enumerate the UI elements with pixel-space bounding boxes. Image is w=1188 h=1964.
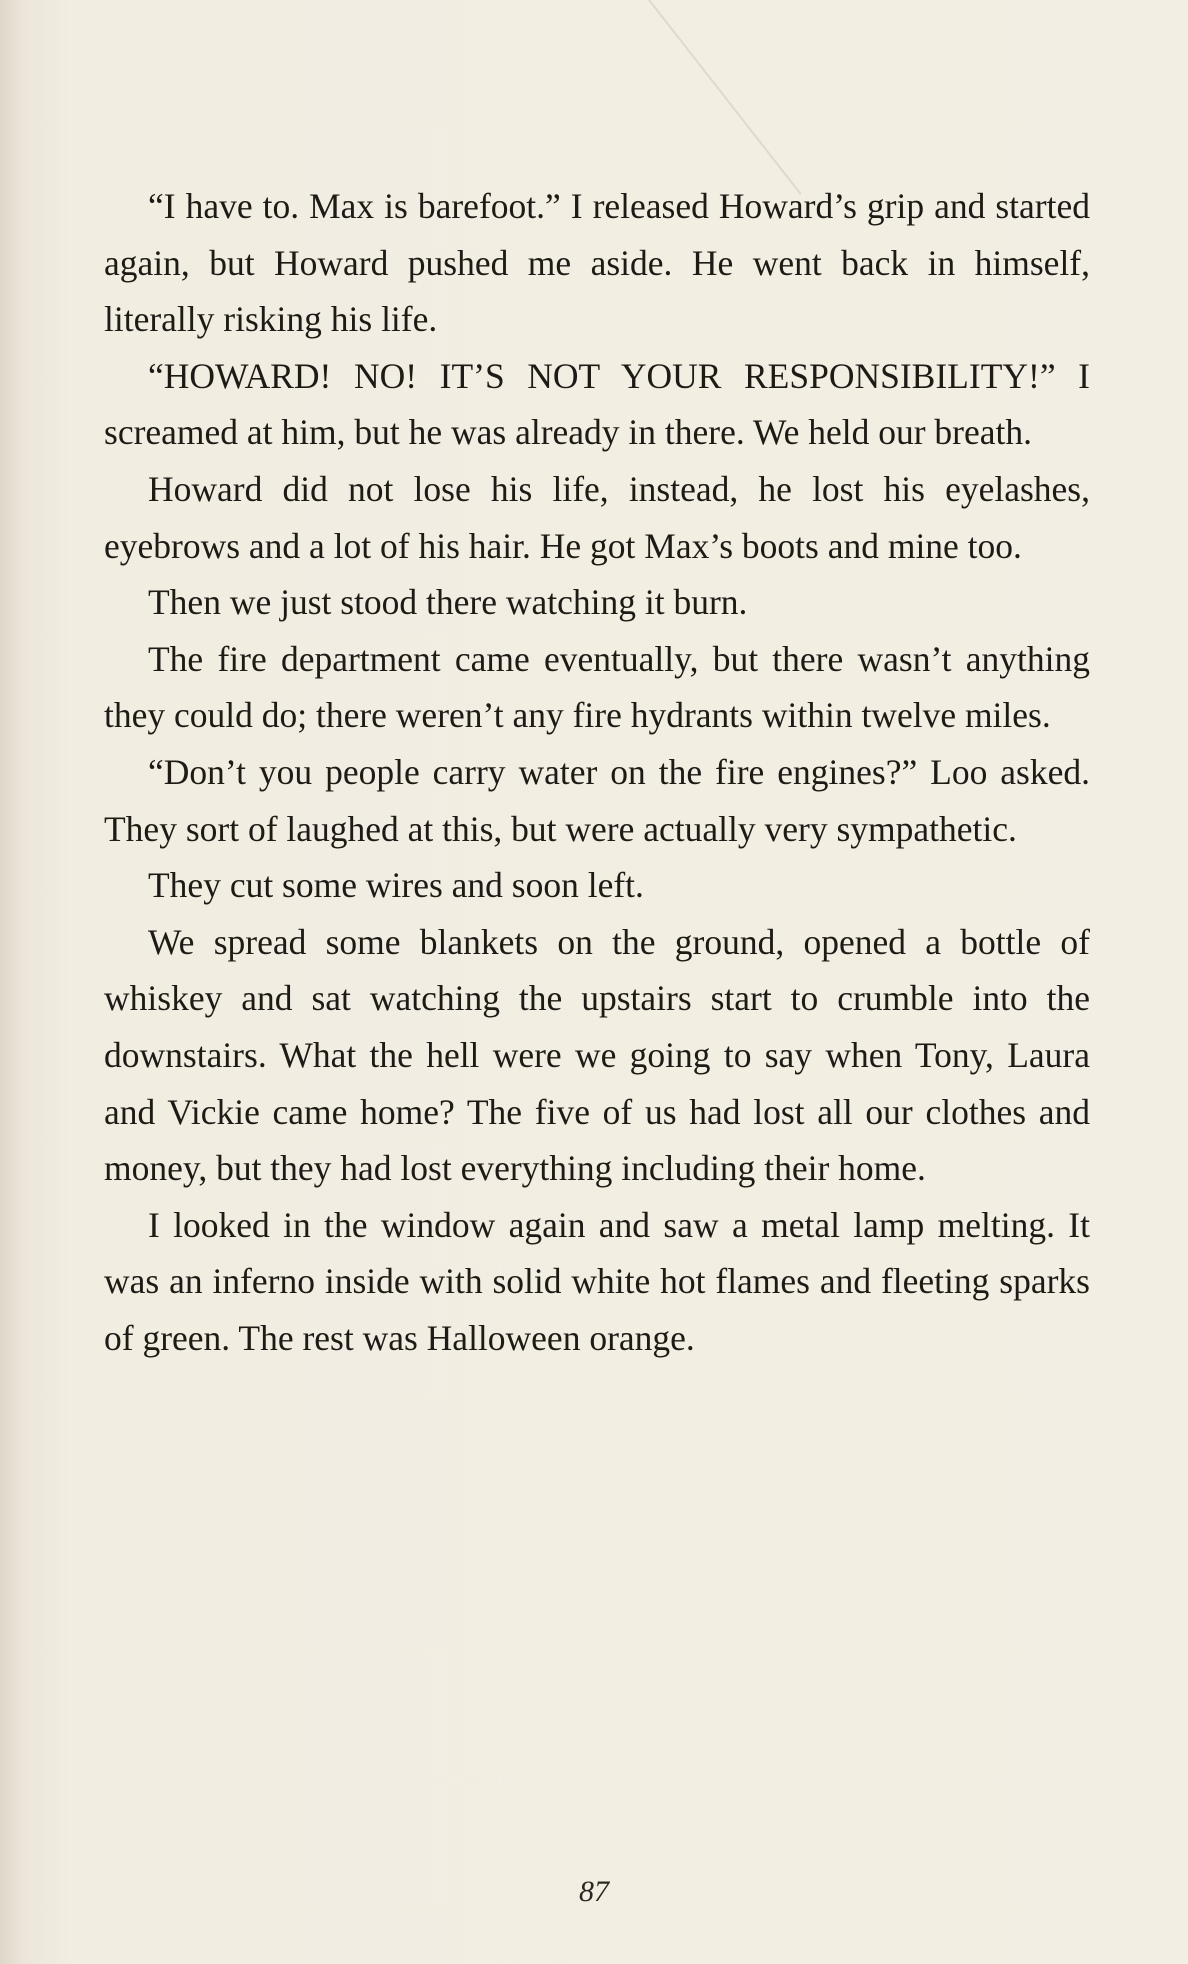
paragraph: “HOWARD! NO! IT’S NOT YOUR RESPONSIBILITY!” I screamed at him, but he was already in there. We held our breath. (104, 355, 1090, 453)
paragraph: Howard did not lose his life, instead, he lost his eyelashes, eyebrows and a lot of his hair. He got Max’s boots and mine too. (104, 468, 1090, 566)
paragraph: “Don’t you people carry water on the fire engines?” Loo asked. They sort of laughed at this, but were actually very sympathetic. (104, 751, 1090, 849)
paragraph: I looked in the window again and saw a metal lamp melting. It was an inferno inside with solid white hot flames and fleeting sparks of green. The rest was Halloween orange. (104, 1204, 1090, 1358)
body-text (104, 178, 1090, 1366)
paragraph: Then we just stood there watching it burn. (148, 582, 748, 623)
paragraph: “I have to. Max is barefoot.” I released Howard’s grip and started again, but Howard pushed me aside. He went back in himself, literally risking his life. (104, 186, 1090, 340)
paragraph: They cut some wires and soon left. (148, 865, 644, 906)
paragraph: The fire department came eventually, but there wasn’t anything they could do; there weren’t any fire hydrants within twelve miles. (104, 638, 1090, 736)
page-number: 87 (579, 1875, 609, 1908)
paragraph: We spread some blankets on the ground, opened a bottle of whiskey and sat watching the upstairs start to crumble into the downstairs. What the hell were we going to say when Tony, Laura and Vickie came home? The five of us had lost all our clothes and money, but they had lost everything including their home. (104, 921, 1090, 1189)
